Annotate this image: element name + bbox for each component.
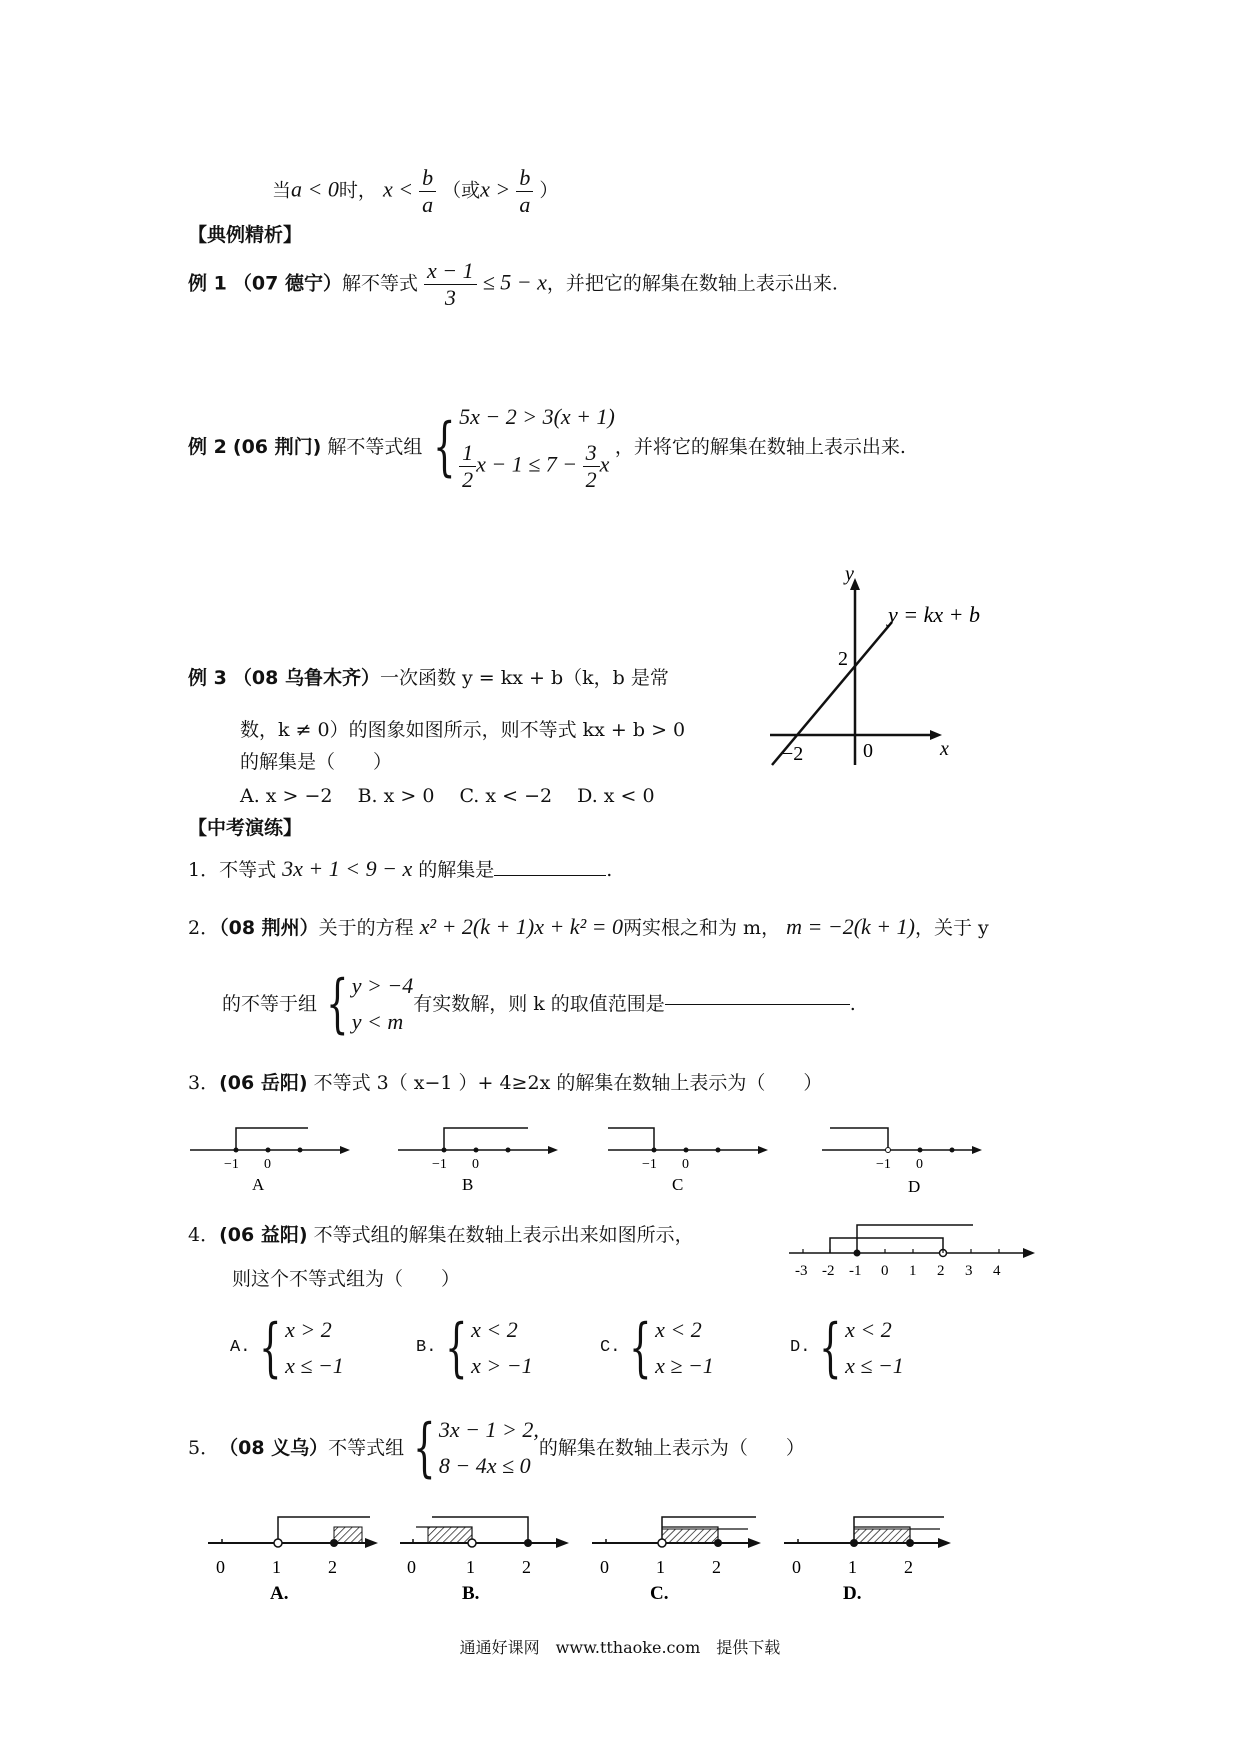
q4-number-line — [785, 1215, 1045, 1285]
example-3-options: A. x > −2 B. x > 0 C. x < −2 D. x < 0 — [240, 785, 655, 807]
q5-option-b — [400, 1517, 569, 1604]
example-3-line1: 例 3 （08 乌鲁木齐）一次函数 y = kx + b（k，b 是常 — [188, 667, 669, 689]
intro-line: 当a < 0时， x < $\frac{b}{a}$ （或x > $\frac{b}{a}$ ） — [272, 165, 559, 217]
q3-option-a — [190, 1128, 350, 1194]
q5-option-d — [784, 1517, 951, 1604]
linear-function-graph — [760, 565, 1000, 775]
q5-option-c — [592, 1517, 761, 1604]
page-footer: 通通好课网 www.tthaoke.com 提供下载 — [459, 1638, 781, 1657]
svg-text:0: 0 — [916, 1157, 923, 1172]
question-1: 1．不等式 3x + 1 < 9 − x 的解集是 . — [188, 856, 613, 881]
q5-label-b: B. — [462, 1583, 480, 1604]
q3-number-lines — [180, 1108, 1020, 1198]
q3-label-a: A — [252, 1175, 265, 1194]
svg-text:0: 0 — [264, 1157, 271, 1172]
graph-y-label: y — [845, 565, 854, 585]
question-2-line1: 2．（08 荆州）关于的方程 x² + 2(k + 1)x + k² = 0两实根之和为 m， m = −2(k + 1)，关于 y — [188, 914, 989, 939]
q4-options — [230, 1312, 980, 1384]
question-2-line2: 的不等于组 { y > −4 y < m 有实数解，则 k 的取值范围是 . — [222, 967, 856, 1041]
example-3-line2: 数，k ≠ 0）的图象如图所示，则不等式 kx + b > 0 — [240, 719, 686, 741]
svg-text:0: 0 — [792, 1557, 801, 1577]
svg-text:2: 2 — [904, 1557, 913, 1577]
svg-text:2: 2 — [712, 1557, 721, 1577]
graph-func-label: y = kx + b — [888, 602, 980, 627]
svg-text:0: 0 — [600, 1557, 609, 1577]
svg-text:−1: −1 — [876, 1157, 891, 1172]
q3-label-b: B — [462, 1175, 474, 1194]
svg-text:1: 1 — [466, 1557, 475, 1577]
svg-text:1: 1 — [656, 1557, 665, 1577]
svg-text:2: 2 — [937, 1263, 945, 1279]
question-3: 3．(06 岳阳) 不等式 3（ x−1 ）+ 4≥2x 的解集在数轴上表示为（ ） — [188, 1072, 823, 1094]
q3-label-d: D — [908, 1177, 921, 1196]
q5-label-d: D. — [843, 1583, 862, 1604]
q4-option-a: A. { x > 2 x ≤ −1 — [230, 1311, 344, 1385]
q3-label-c: C — [672, 1175, 684, 1194]
svg-text:1: 1 — [848, 1557, 857, 1577]
graph-origin: 0 — [863, 740, 873, 762]
svg-text:2: 2 — [522, 1557, 531, 1577]
example-1: 例 1 （07 德宁）解不等式 $\frac{x - 1}{3}$ ≤ 5 − x，并把它的解集在数轴上表示出来. — [188, 258, 838, 310]
q5-label-a: A. — [270, 1583, 289, 1604]
svg-text:3: 3 — [965, 1263, 973, 1279]
graph-x-intercept: −2 — [782, 743, 804, 765]
svg-text:-1: -1 — [849, 1263, 862, 1279]
svg-text:0: 0 — [682, 1157, 689, 1172]
svg-text:-3: -3 — [795, 1263, 808, 1279]
section-title-practice: 【中考演练】 — [188, 817, 303, 839]
svg-text:1: 1 — [909, 1263, 917, 1279]
svg-text:2: 2 — [328, 1557, 337, 1577]
q5-option-a — [208, 1517, 378, 1604]
example-3-line3: 的解集是（ ） — [240, 751, 393, 773]
svg-text:4: 4 — [993, 1263, 1001, 1279]
q5-label-c: C. — [650, 1583, 669, 1604]
svg-text:0: 0 — [407, 1557, 416, 1577]
svg-text:1: 1 — [272, 1557, 281, 1577]
svg-text:−1: −1 — [224, 1157, 239, 1172]
q5-number-lines — [200, 1495, 1000, 1605]
svg-text:0: 0 — [881, 1263, 889, 1279]
example-2: 例 2 (06 荆门) 解不等式组 { 5x − 2 > 3(x + 1) $\frac{1}{2}$ x − 1 ≤ 7 − $\frac{3}{2}$ x ，并将它的解集在数轴上表示出来. — [188, 404, 906, 492]
graph-y-intercept: 2 — [838, 648, 848, 670]
question-4-line1: 4．(06 益阳) 不等式组的解集在数轴上表示出来如图所示， — [188, 1224, 694, 1246]
section-title-examples: 【典例精析】 — [188, 224, 303, 246]
q3-option-d — [822, 1128, 982, 1196]
svg-text:−1: −1 — [432, 1157, 447, 1172]
svg-text:0: 0 — [472, 1157, 479, 1172]
q4-option-d: D. { x < 2 x ≤ −1 — [790, 1311, 904, 1385]
q4-option-c: C. { x < 2 x ≥ −1 — [600, 1311, 714, 1385]
graph-x-label: x — [940, 738, 949, 760]
q4-option-b: B. { x < 2 x > −1 — [416, 1311, 533, 1385]
svg-text:−1: −1 — [642, 1157, 657, 1172]
question-4-line2: 则这个不等式组为（ ） — [232, 1268, 461, 1290]
svg-text:-2: -2 — [822, 1263, 835, 1279]
q3-option-b — [398, 1128, 558, 1194]
question-5: 5． （08 义乌） 不等式组 { 3x − 1 > 2, 8 − 4x ≤ 0 的解集在数轴上表示为（ ） — [188, 1411, 805, 1485]
svg-text:0: 0 — [216, 1557, 225, 1577]
q3-option-c — [608, 1128, 768, 1194]
